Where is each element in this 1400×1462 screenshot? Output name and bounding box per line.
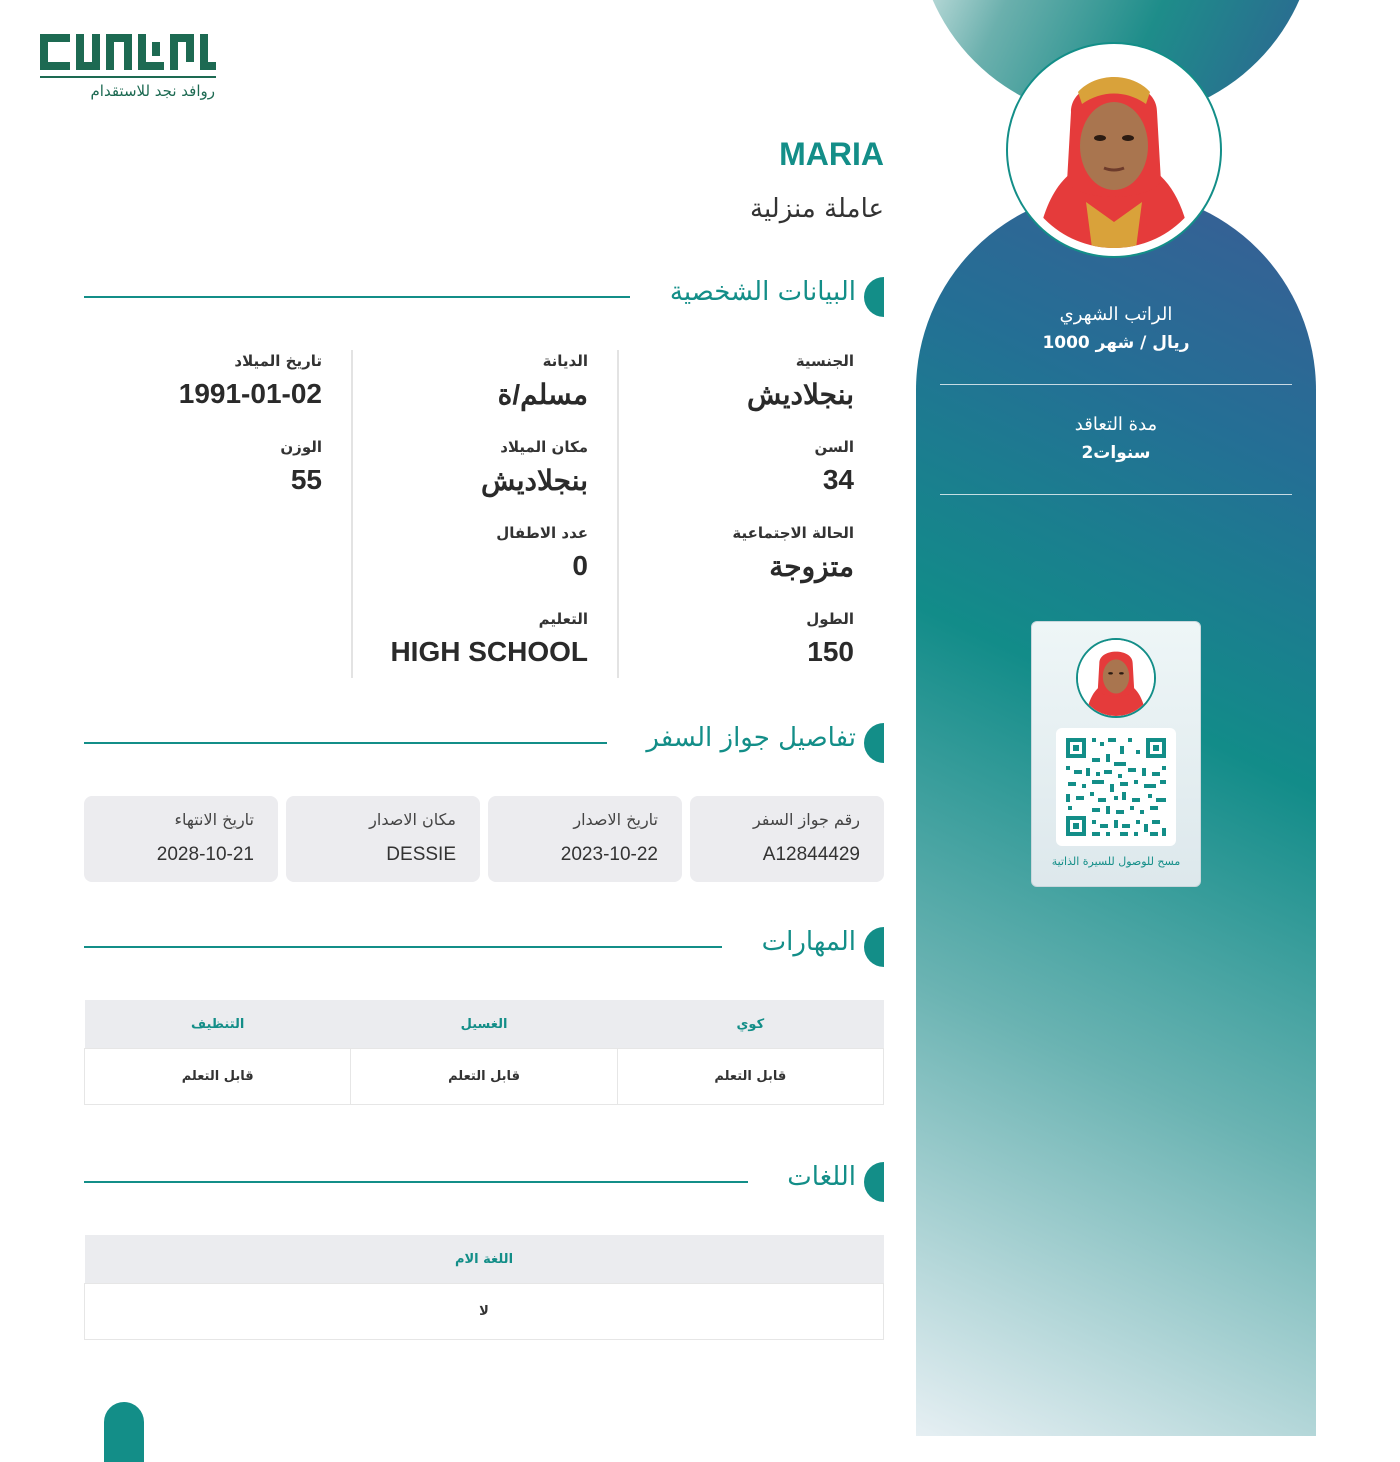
- section-title: البيانات الشخصية: [669, 277, 856, 307]
- sidebar-divider: [940, 494, 1292, 495]
- section-marker: [864, 1162, 884, 1202]
- company-tagline: روافد نجد للاستقدام: [90, 82, 215, 100]
- section-languages-header: [84, 1160, 884, 1204]
- languages-table: [84, 1235, 884, 1340]
- contract-label: مدة التعاقد: [1074, 414, 1158, 435]
- passport-number-card: رقم جواز السفر A12844429: [690, 796, 884, 882]
- personal-column-1: [618, 350, 854, 678]
- table-header-cell: اللغة الام: [85, 1235, 884, 1284]
- personal-column-3: [86, 350, 322, 678]
- candidate-role: عاملة منزلية: [750, 194, 884, 224]
- field-birthplace: مكان الميلاد بنجلاديش: [481, 438, 588, 496]
- qr-card-photo: [1076, 638, 1156, 718]
- candidate-name: MARIA: [779, 136, 884, 172]
- field-religion: الديانة مسلم/ة: [497, 352, 588, 410]
- section-marker: [864, 277, 884, 317]
- table-cell: قابل التعلم: [617, 1049, 883, 1105]
- passport-issue-date-card: تاريخ الاصدار 2023-10-22: [488, 796, 682, 882]
- qr-caption: مسح للوصول للسيرة الذاتية: [1051, 855, 1181, 868]
- salary-block: [940, 304, 1292, 353]
- section-passport-header: [84, 721, 884, 765]
- table-cell: لا: [85, 1284, 884, 1340]
- table-header-row: [85, 1235, 884, 1284]
- personal-column-2: [352, 350, 588, 678]
- salary-label: الراتب الشهري: [1059, 304, 1173, 325]
- section-title: المهارات: [761, 927, 856, 957]
- field-age: السن 34: [814, 438, 854, 495]
- contract-block: [940, 414, 1292, 463]
- table-cell: قابل التعلم: [351, 1049, 617, 1105]
- table-row: [85, 1284, 884, 1340]
- column-divider: [617, 350, 619, 678]
- field-height: الطول 150: [806, 610, 854, 667]
- section-line: [84, 742, 607, 744]
- bottom-decoration-tab: [104, 1402, 144, 1462]
- section-line: [84, 1181, 748, 1183]
- section-title: اللغات: [787, 1162, 856, 1192]
- passport-expiry-card: تاريخ الانتهاء 2028-10-21: [84, 796, 278, 882]
- section-line: [84, 946, 722, 948]
- column-divider: [351, 350, 353, 678]
- section-personal-header: [84, 275, 884, 319]
- field-marital-status: الحالة الاجتماعية متزوجة: [732, 524, 854, 582]
- qr-code[interactable]: [1056, 728, 1176, 846]
- passport-issue-place-card: مكان الاصدار DESSIE: [286, 796, 480, 882]
- table-header-row: [85, 1000, 884, 1049]
- section-title: تفاصيل جواز السفر: [646, 723, 856, 753]
- section-marker: [864, 927, 884, 967]
- contract-value: 2سنوات: [1081, 443, 1151, 463]
- section-skills-header: [84, 925, 884, 969]
- table-header-cell: كوي: [617, 1000, 883, 1049]
- profile-photo: [1016, 52, 1212, 248]
- field-birthdate: تاريخ الميلاد 1991-01-02: [178, 352, 322, 409]
- field-weight: الوزن 55: [280, 438, 322, 495]
- section-marker: [864, 723, 884, 763]
- field-children: عدد الاطفال 0: [496, 524, 588, 581]
- table-row: [85, 1049, 884, 1105]
- sidebar-divider: [940, 384, 1292, 385]
- field-nationality: الجنسية بنجلاديش: [747, 352, 854, 410]
- table-header-cell: التنظيف: [85, 1000, 351, 1049]
- skills-table: [84, 1000, 884, 1105]
- table-header-cell: الغسيل: [351, 1000, 617, 1049]
- section-line: [84, 296, 630, 298]
- salary-value: 1000 ريال / شهر: [1042, 333, 1190, 353]
- table-cell: قابل التعلم: [85, 1049, 351, 1105]
- field-education: التعليم HIGH SCHOOL: [390, 610, 588, 667]
- qr-card[interactable]: [1031, 621, 1201, 887]
